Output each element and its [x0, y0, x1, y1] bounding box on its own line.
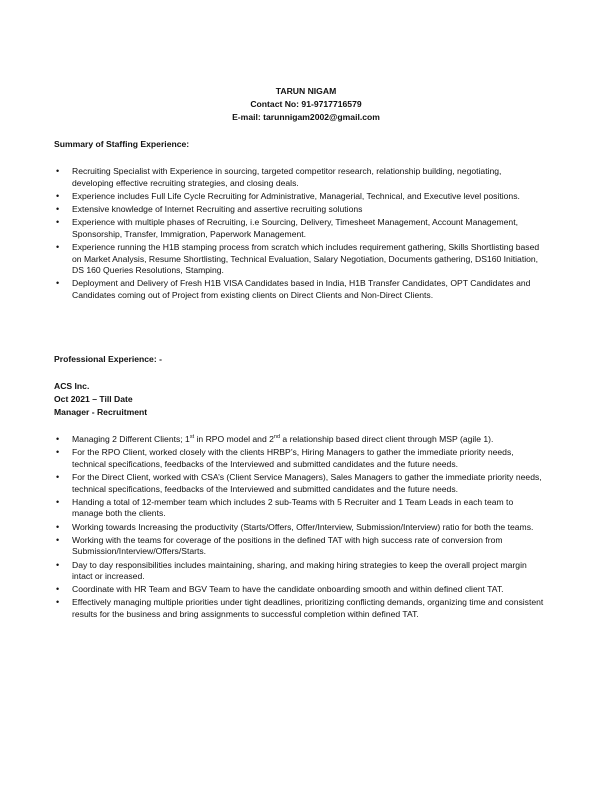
company-name: ACS Inc. [54, 381, 90, 391]
employment-period: Oct 2021 – Till Date [54, 394, 133, 404]
list-item: • Handing a total of 12-member team which includes 2 sub-Teams with 5 Recruiter and 1 Team Leads in each team to manage both the clients. [54, 497, 544, 520]
list-item: • Experience includes Full Life Cycle Recruiting for Administrative, Managerial, Technical, and Executive level positions. [54, 191, 544, 203]
summary-heading: Summary of Staffing Experience: [54, 139, 190, 149]
item-text: in RPO model and 2 [194, 434, 274, 444]
item-text: Managing 2 Different Clients; 1 [72, 434, 190, 444]
list-item: • Effectively managing multiple priorities under tight deadlines, prioritizing conflicting demands, organizing time and consistent results for the business and bring assignments to successful completion within defined TAT. [54, 597, 544, 620]
candidate-name: TARUN NIGAM [275, 86, 337, 96]
experience-list [54, 434, 544, 622]
list-item: • Extensive knowledge of Internet Recruiting and assertive recruiting solutions [54, 204, 544, 216]
list-item: • Working with the teams for coverage of the positions in the defined TAT with high success rate of conversion from Submission/Interview/Offers/Starts. [54, 535, 544, 558]
list-item: • Recruiting Specialist with Experience in sourcing, targeted competitor research, relationship building, negotiating, developing effective recruiting strategies, and closing deals. [54, 166, 544, 189]
list-item: • Deployment and Delivery of Fresh H1B VISA Candidates based in India, H1B Transfer Candidates, OPT Candidates and Candidates coming out of Project from existing clients on Direct Clients and Non-Direct Clients. [54, 278, 544, 301]
ordinal-suffix: nd [273, 434, 281, 441]
list-item: • For the Direct Client, worked with CSA’s (Client Service Managers), Sales Managers to gather the immediate priority needs, technical specifications, feedbacks of the Interviewed and submitted candidates and the future needs. [54, 472, 544, 495]
summary-list [54, 166, 544, 303]
list-item: • Day to day responsibilities includes maintaining, sharing, and making hiring strategies to keep the overall project margin intact or increased. [54, 560, 544, 583]
job-title: Manager - Recruitment [54, 407, 148, 417]
list-item: • Experience running the H1B stamping process from scratch which includes requirement gathering, Skills Shortlisting based on Market Analysis, Resume Shortlisting, Technical Evaluation, Salary Negotiation, Documents gathering, DS160 Initiation, DS 160 Queries Resolutions, Stamping. [54, 242, 544, 277]
contact-number: Contact No: 91-9717716579 [250, 99, 362, 109]
list-item: • For the RPO Client, worked closely with the clients HRBP’s, Hiring Managers to gather the immediate priority needs, technical specifications, feedbacks of the Interviewed and submitted candidates and the future needs. [54, 447, 544, 470]
list-item: • Experience with multiple phases of Recruiting, i.e Sourcing, Delivery, Timesheet Management, Account Management, Sponsorship, Transfer, Immigration, Paperwork Management. [54, 217, 544, 240]
ordinal-suffix: st [189, 434, 195, 441]
list-item: • Coordinate with HR Team and BGV Team to have the candidate onboarding smooth and within defined client TAT. [54, 584, 544, 596]
list-item [54, 434, 544, 446]
item-text: a relationship based direct client through MSP (agile 1). [280, 434, 494, 444]
list-item: • Working towards Increasing the productivity (Starts/Offers, Offer/Interview, Submission/Interview) ratio for both the teams. [54, 522, 544, 534]
email-address: E-mail: tarunnigam2002@gmail.com [232, 112, 380, 122]
experience-heading: Professional Experience: - [54, 354, 162, 364]
